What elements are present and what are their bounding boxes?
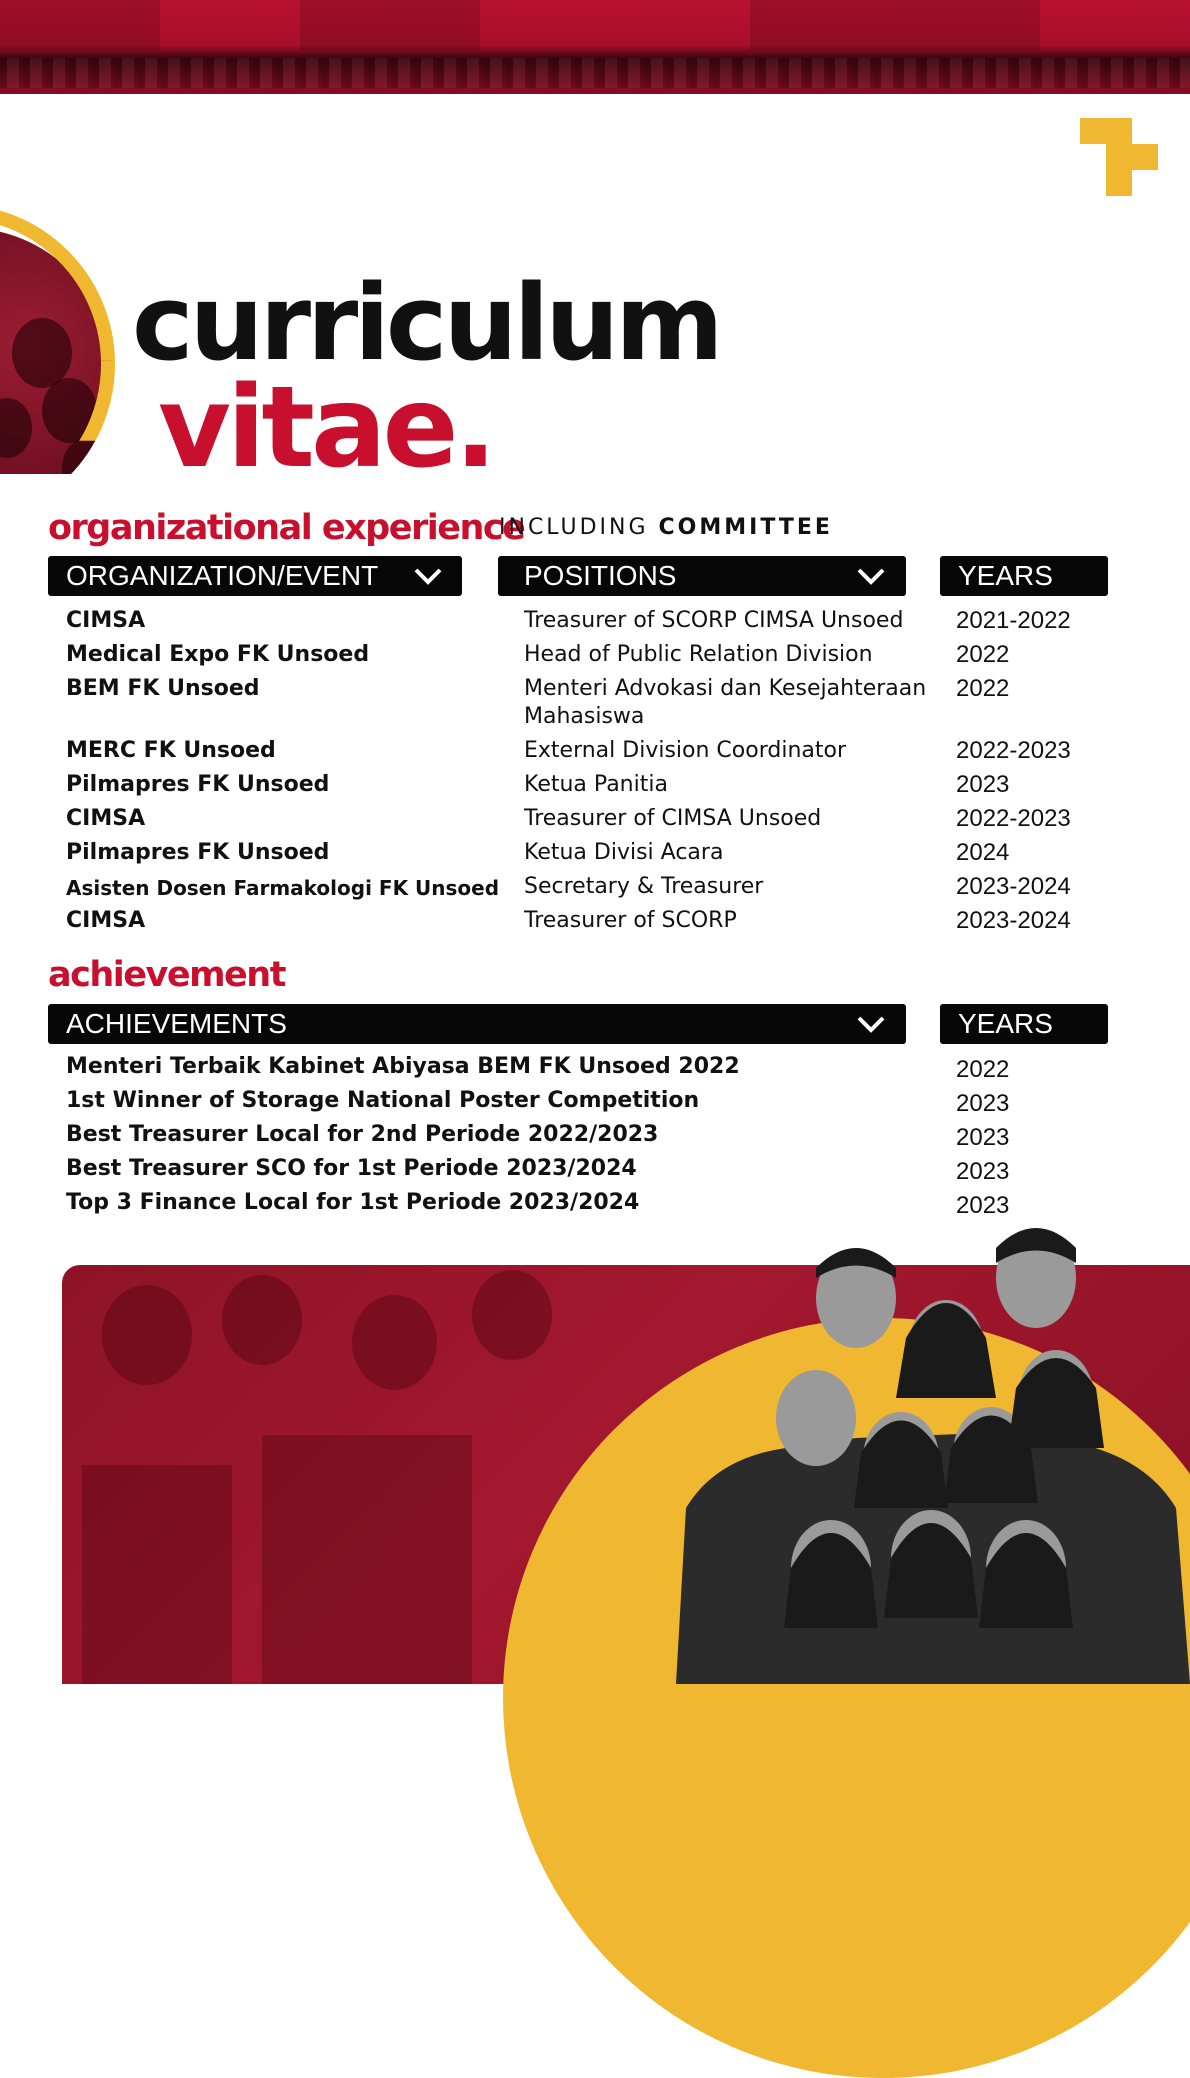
organization-cell: Asisten Dosen Farmakologi FK Unsoed: [66, 876, 500, 900]
top-banner: [0, 0, 1190, 94]
organization-cell: Medical Expo FK Unsoed: [66, 642, 370, 667]
banner-band: [750, 0, 1040, 50]
subtitle-prefix: INCLUDING: [499, 515, 649, 540]
title-vitae: vitae.: [158, 363, 494, 493]
years-cell: 2023: [956, 771, 1010, 798]
years-cell: 2022: [956, 1056, 1010, 1083]
column-header-positions[interactable]: [498, 556, 906, 596]
organization-cell: CIMSA: [66, 608, 146, 633]
position-cell: Treasurer of CIMSA Unsoed: [524, 806, 822, 831]
column-header-organization[interactable]: [48, 556, 462, 596]
background-banner: [262, 1435, 472, 1684]
achievement-cell: Menteri Terbaik Kabinet Abiyasa BEM FK Unsoed 2022: [66, 1054, 740, 1079]
background-figure: [222, 1275, 302, 1365]
column-header-label: POSITIONS: [524, 560, 677, 591]
column-header-label: YEARS: [958, 1008, 1053, 1039]
column-header-achievements[interactable]: [48, 1004, 906, 1044]
column-header-years: [940, 1004, 1108, 1044]
years-cell: 2022-2023: [956, 805, 1071, 832]
background-figure: [352, 1295, 437, 1390]
background-figure: [102, 1285, 192, 1385]
chevron-down-icon[interactable]: [856, 564, 886, 588]
years-cell: 2022-2023: [956, 737, 1071, 764]
chevron-down-icon[interactable]: [413, 564, 443, 588]
position-cell: Menteri Advokasi dan Kesejahteraan Mahasiswa: [524, 676, 927, 729]
achievement-cell: Best Treasurer SCO for 1st Periode 2023/2024: [66, 1156, 637, 1181]
organizational-section-title: organizational experience: [48, 508, 525, 548]
position-cell: Ketua Panitia: [524, 772, 668, 797]
group-photo: [656, 1208, 1190, 1684]
banner-streaks: [0, 58, 1190, 88]
achievement-cell: 1st Winner of Storage National Poster Competition: [66, 1088, 700, 1113]
organization-cell: BEM FK Unsoed: [66, 676, 260, 701]
achievement-section-title: achievement: [48, 955, 285, 995]
position-cell: Treasurer of SCORP: [524, 908, 737, 933]
column-header-label: ORGANIZATION/EVENT: [66, 560, 379, 591]
organization-cell: MERC FK Unsoed: [66, 738, 276, 763]
background-figure: [472, 1270, 552, 1360]
years-cell: 2022: [956, 641, 1010, 668]
organization-cell: Pilmapres FK Unsoed: [66, 840, 330, 865]
organization-cell: CIMSA: [66, 908, 146, 933]
position-cell: Ketua Divisi Acara: [524, 840, 724, 865]
position-cell: External Division Coordinator: [524, 738, 846, 763]
position-cell: Secretary & Treasurer: [524, 874, 764, 899]
years-cell: 2024: [956, 839, 1010, 866]
title-curriculum: curriculum: [132, 262, 720, 384]
chevron-down-icon[interactable]: [856, 1012, 886, 1036]
organization-cell: Pilmapres FK Unsoed: [66, 772, 330, 797]
column-header-label: ACHIEVEMENTS: [66, 1008, 287, 1039]
years-cell: 2023: [956, 1192, 1010, 1219]
position-cell: Treasurer of SCORP CIMSA Unsoed: [524, 608, 904, 633]
banner-band: [0, 0, 160, 50]
years-cell: 2023: [956, 1124, 1010, 1151]
achievement-cell: Best Treasurer Local for 2nd Periode 2022/2023: [66, 1122, 659, 1147]
organization-cell: CIMSA: [66, 806, 146, 831]
years-cell: 2023: [956, 1158, 1010, 1185]
banner-band: [300, 0, 480, 50]
column-header-years: [940, 556, 1108, 596]
background-banner: [82, 1465, 232, 1684]
achievement-cell: Top 3 Finance Local for 1st Periode 2023/2024: [66, 1190, 640, 1215]
organizational-subtitle: [499, 515, 833, 541]
position-cell: Head of Public Relation Division: [524, 642, 873, 667]
subtitle-bold: COMMITTEE: [658, 515, 833, 540]
years-cell: 2023: [956, 1090, 1010, 1117]
column-header-label: YEARS: [958, 560, 1053, 591]
years-cell: 2023-2024: [956, 873, 1071, 900]
years-cell: 2021-2022: [956, 607, 1071, 634]
years-cell: 2022: [956, 675, 1010, 702]
years-cell: 2023-2024: [956, 907, 1071, 934]
